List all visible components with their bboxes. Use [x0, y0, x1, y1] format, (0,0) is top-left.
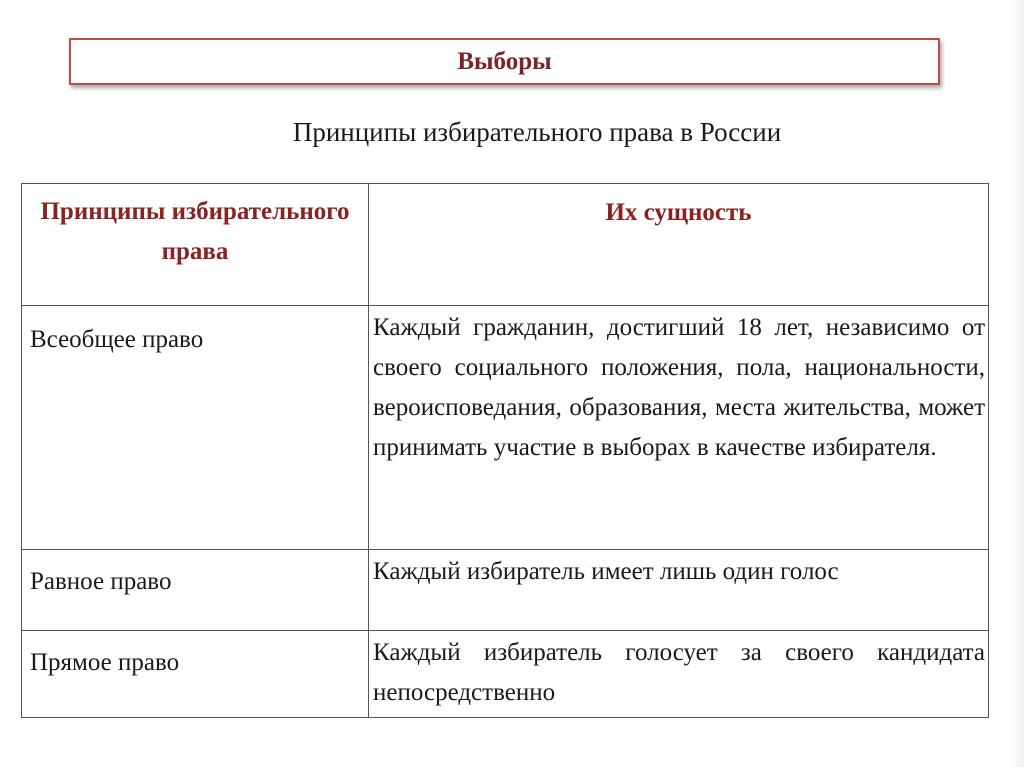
table-row: [22, 306, 989, 550]
slide-edge-shadow: [1010, 0, 1024, 767]
header-essence: Их сущность: [369, 184, 989, 306]
header-principles: Принципы избирательного права: [22, 184, 369, 306]
slide-title: Выборы: [457, 47, 552, 75]
principle-cell: Всеобщее право: [22, 306, 369, 550]
title-box: [69, 38, 940, 85]
principle-cell: Прямое право: [22, 631, 369, 718]
essence-cell: Каждый избиратель голосует за своего кандидата непосредственно: [369, 631, 989, 718]
table-row: [22, 550, 989, 631]
table-header-row: [22, 184, 989, 306]
slide-subtitle: Принципы избирательного права в России: [292, 117, 782, 147]
table-row: [22, 631, 989, 718]
essence-cell: Каждый гражданин, достигший 18 лет, независимо от своего социального положения, пола, национальности, вероисповедания, образования, места жительства, может принимать участие в выборах в качестве избирателя.: [369, 306, 989, 550]
essence-cell: Каждый избиратель имеет лишь один голос: [369, 550, 989, 631]
principle-cell: Равное право: [22, 550, 369, 631]
principles-table: [21, 183, 989, 718]
